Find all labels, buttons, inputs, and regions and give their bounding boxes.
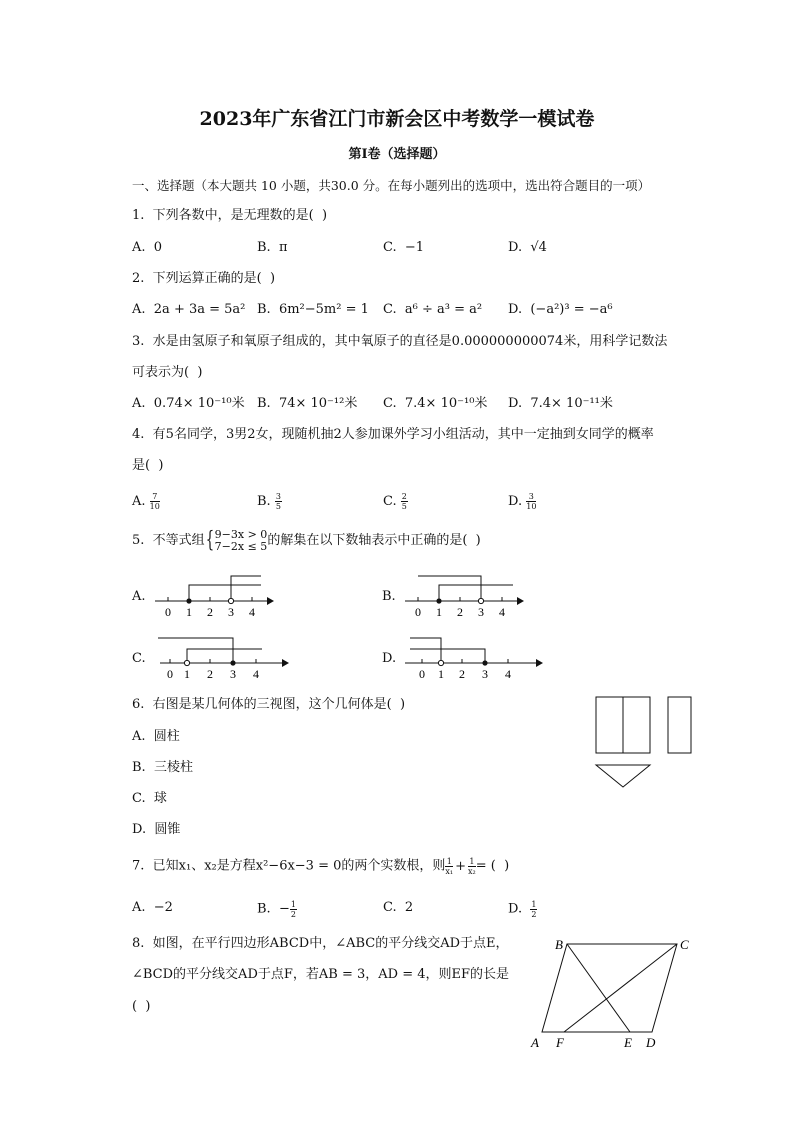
tick-label: 4 <box>253 667 259 681</box>
q7-stem <box>132 857 509 885</box>
solution-ray-1 <box>158 638 233 663</box>
q3-option-d[interactable]: D. 7.4× 10⁻¹¹米 <box>508 396 613 411</box>
q3-option-c[interactable]: C. 7.4× 10⁻¹⁰米 <box>383 396 488 411</box>
q5-system <box>215 529 268 553</box>
tick-label: 3 <box>478 605 484 619</box>
q2-option-c[interactable]: C. a⁶ ÷ a³ = a² <box>383 302 483 317</box>
q4-option-b-num: 3 <box>275 492 281 501</box>
q5-number-line-a[interactable] <box>150 570 275 622</box>
tick-label: 1 <box>184 667 190 681</box>
axis-ticks <box>168 597 252 601</box>
q4-option-d-fraction <box>526 492 536 511</box>
axis-arrow <box>536 659 543 667</box>
q4-option-d[interactable] <box>508 492 536 511</box>
tick-label: 3 <box>482 667 488 681</box>
q1-option-a[interactable]: A. 0 <box>132 240 163 255</box>
q7-option-d-label: D. <box>508 901 531 917</box>
q3-stem-cont: 可表示为( ) <box>132 365 203 380</box>
q5-stem-after: 的解集在以下数轴表示中正确的是( ) <box>267 533 481 548</box>
point-label-b: B <box>555 937 563 952</box>
tick-label: 0 <box>165 605 171 619</box>
q7-option-d-fraction <box>530 900 537 919</box>
q4-option-b[interactable] <box>257 492 282 511</box>
open-point <box>438 660 443 665</box>
q4-stem-cont: 是( ) <box>132 458 164 473</box>
tick-label: 1 <box>186 605 192 619</box>
q8-stem-cont: ∠BCD的平分线交AD于点F，若AB = 3，AD = 4，则EF的长是 <box>132 967 510 982</box>
q7-option-b-num: 1 <box>290 900 296 909</box>
q5-system-line2: 7−2x ≤ 5 <box>214 540 268 553</box>
q5-number-line-c[interactable] <box>150 632 290 684</box>
q7-option-d[interactable] <box>508 900 537 919</box>
q4-option-a[interactable] <box>132 492 160 511</box>
tick-label: 2 <box>459 667 465 681</box>
axis-ticks <box>418 597 502 601</box>
parallelogram-figure <box>525 930 700 1052</box>
q1-option-c[interactable]: C. −1 <box>383 240 425 255</box>
q6-option-b[interactable]: B. 三棱柱 <box>132 760 193 775</box>
q6-option-a[interactable]: A. 圆柱 <box>132 729 180 744</box>
q2-option-a[interactable]: A. 2a + 3a = 5a² <box>132 302 246 317</box>
q4-option-a-label: A. <box>132 494 146 509</box>
q6-stem: 6. 右图是某几何体的三视图，这个几何体是( ) <box>132 697 406 712</box>
point-label-d: D <box>646 1035 656 1050</box>
tick-label: 3 <box>228 605 234 619</box>
axis-ticks <box>170 659 256 663</box>
q8-stem: 8. 如图，在平行四边形ABCD中，∠ABC的平分线交AD于点E， <box>132 936 509 951</box>
q7-plus: + <box>455 858 467 874</box>
closed-point <box>230 660 235 665</box>
q5-option-c-label[interactable]: C. <box>132 651 146 666</box>
q3-option-a[interactable]: A. 0.74× 10⁻¹⁰米 <box>132 396 245 411</box>
three-view-figure <box>590 693 696 791</box>
solution-ray-2 <box>410 649 485 663</box>
q5-option-d-label[interactable]: D. <box>382 651 397 666</box>
q7-stem-after: = ( ) <box>475 858 510 874</box>
tick-label: 2 <box>207 605 213 619</box>
q2-option-d[interactable]: D. (−a²)³ = −a⁶ <box>508 302 613 317</box>
tick-label: 4 <box>499 605 505 619</box>
top-view <box>596 765 650 787</box>
solution-ray-2 <box>187 649 262 663</box>
q7-frac2-num: 1 <box>469 857 475 866</box>
q4-option-b-den: 5 <box>275 502 281 511</box>
tick-label: 4 <box>505 667 511 681</box>
q8-stem-cont2: ( ) <box>132 999 151 1014</box>
q5-stem-before: 5. 不等式组 <box>132 533 205 548</box>
q3-option-b[interactable]: B. 74× 10⁻¹²米 <box>257 396 358 411</box>
point-label-e: E <box>624 1035 632 1050</box>
q7-frac1 <box>445 857 453 876</box>
volume-heading: 第Ⅰ卷（选择题） <box>348 147 446 162</box>
open-point <box>478 598 483 603</box>
q4-option-c-num: 2 <box>401 492 407 501</box>
q5-stem <box>132 528 481 556</box>
q7-frac2-den: x₂ <box>468 867 476 876</box>
closed-point <box>482 660 487 665</box>
q5-brace: { <box>205 528 214 553</box>
q7-stem-before: 7. 已知x₁、x₂是方程x²−6x−3 = 0的两个实数根，则 <box>132 858 446 874</box>
side-view <box>668 697 691 753</box>
q4-option-d-label: D. <box>508 494 523 509</box>
q4-stem: 4. 有5名同学，3男2女，现随机抽2人参加课外学习小组活动，其中一定抽到女同学的概率 <box>132 427 654 442</box>
closed-point <box>186 598 191 603</box>
q5-option-a-label[interactable]: A. <box>132 589 146 604</box>
closed-point <box>436 598 441 603</box>
point-label-a: A <box>531 1035 539 1050</box>
tick-label: 2 <box>207 667 213 681</box>
q4-option-a-fraction <box>150 492 160 511</box>
q7-frac2 <box>468 857 476 876</box>
axis-arrow <box>282 659 289 667</box>
q2-stem: 2. 下列运算正确的是( ) <box>132 271 276 286</box>
q7-option-b-den: 2 <box>290 910 296 919</box>
q7-option-a[interactable]: A. −2 <box>132 900 173 915</box>
q2-option-b[interactable]: B. 6m²−5m² = 1 <box>257 302 369 317</box>
open-point <box>228 598 233 603</box>
solution-ray-1 <box>410 638 441 663</box>
q7-option-b[interactable] <box>257 900 297 919</box>
q4-option-c-label: C. <box>383 494 397 509</box>
tick-label: 1 <box>438 667 444 681</box>
q7-option-d-num: 1 <box>531 900 537 909</box>
q1-option-d[interactable]: D. √4 <box>508 240 547 255</box>
q4-option-a-num: 7 <box>150 492 160 502</box>
q4-option-d-num: 3 <box>526 492 536 502</box>
tick-label: 4 <box>249 605 255 619</box>
tick-label: 1 <box>436 605 442 619</box>
q4-option-b-fraction <box>275 492 282 511</box>
point-label-c: C <box>680 937 689 952</box>
tick-label: 0 <box>167 667 173 681</box>
q4-option-c[interactable] <box>383 492 408 511</box>
q5-number-line-d[interactable] <box>400 632 545 684</box>
q7-option-d-den: 2 <box>531 910 537 919</box>
solution-ray-1 <box>189 585 261 601</box>
axis-ticks <box>422 659 508 663</box>
open-point <box>184 660 189 665</box>
q7-frac1-num: 1 <box>446 857 452 866</box>
solution-ray-1 <box>418 576 481 601</box>
q7-option-b-label: B. − <box>257 901 290 917</box>
q1-stem: 1. 下列各数中，是无理数的是( ) <box>132 208 328 223</box>
parallelogram-abcd <box>542 944 677 1032</box>
point-label-f: F <box>556 1035 564 1050</box>
q1-option-b[interactable]: B. π <box>257 240 288 255</box>
tick-label: 0 <box>415 605 421 619</box>
q5-system-line1: 9−3x > 0 <box>214 528 268 541</box>
q6-option-d[interactable]: D. 圆锥 <box>132 822 181 837</box>
q4-option-c-fraction <box>401 492 408 511</box>
q5-option-b-label[interactable]: B. <box>382 589 396 604</box>
axis-arrow <box>517 597 524 605</box>
axis-arrow <box>267 597 274 605</box>
q4-option-d-den: 10 <box>526 502 537 511</box>
q4-option-b-label: B. <box>257 494 271 509</box>
q3-stem: 3. 水是由氢原子和氧原子组成的，其中氧原子的直径是0.000000000074米，用科学记数法 <box>132 334 668 349</box>
solution-ray-2 <box>231 576 261 601</box>
section-heading: 一、选择题（本大题共 10 小题，共30.0 分。在每小题列出的选项中，选出符合题目的一项） <box>132 178 651 193</box>
q7-frac1-den: x₁ <box>445 867 454 876</box>
page-title: 2023年广东省江门市新会区中考数学一模试卷 <box>199 108 595 130</box>
tick-label: 2 <box>457 605 463 619</box>
tick-label: 0 <box>419 667 425 681</box>
q7-option-c[interactable]: C. 2 <box>383 900 414 915</box>
q5-number-line-b[interactable] <box>400 570 525 622</box>
q6-option-c[interactable]: C. 球 <box>132 791 167 806</box>
q7-option-b-fraction <box>290 900 297 919</box>
tick-label: 3 <box>230 667 236 681</box>
q4-option-c-den: 5 <box>401 502 407 511</box>
q4-option-a-den: 10 <box>149 502 160 511</box>
